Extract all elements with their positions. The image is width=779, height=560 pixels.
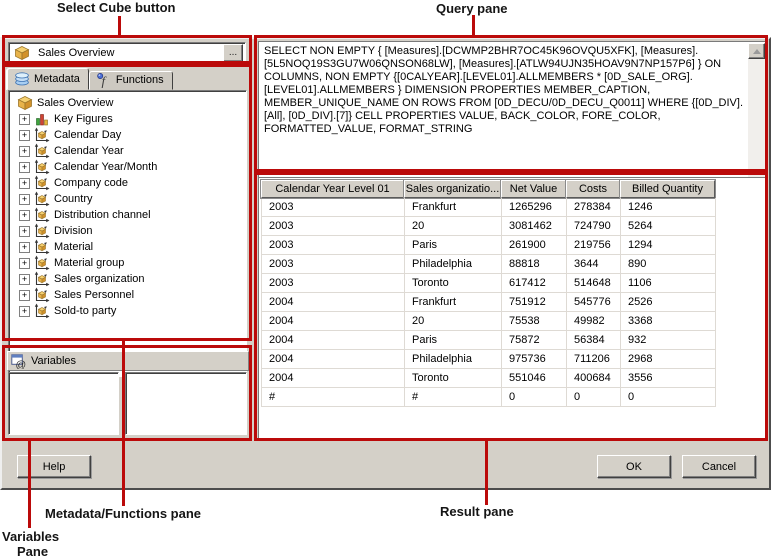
annotation-line-variables-pane	[28, 441, 31, 528]
table-cell: Frankfurt	[405, 293, 502, 312]
annotation-variables-pane-line2: Pane	[17, 544, 49, 559]
table-row[interactable]	[261, 198, 716, 217]
variables-values-list[interactable]	[125, 372, 247, 435]
result-pane	[258, 177, 767, 441]
table-cell: 2003	[262, 217, 405, 236]
cancel-button[interactable]: Cancel	[682, 455, 756, 478]
table-cell: 551046	[502, 369, 567, 388]
table-cell: 0	[621, 388, 716, 407]
tab-functions-label: Functions	[115, 74, 164, 86]
expand-plus-icon[interactable]	[19, 194, 30, 205]
table-cell: 2004	[262, 331, 405, 350]
table-cell: Philadelphia	[405, 350, 502, 369]
table-cell: 219756	[567, 236, 621, 255]
query-designer-dialog	[0, 37, 771, 490]
variables-title: Variables	[31, 355, 77, 367]
expand-plus-icon[interactable]	[19, 162, 30, 173]
tab-metadata[interactable]	[7, 68, 89, 90]
table-cell: 932	[621, 331, 716, 350]
tree-item-key-figures[interactable]	[9, 111, 246, 127]
table-cell: 75538	[502, 312, 567, 331]
expand-plus-icon[interactable]	[19, 258, 30, 269]
column-header[interactable]: Costs	[566, 180, 620, 198]
dimension-icon	[34, 207, 50, 223]
table-row[interactable]	[261, 331, 716, 350]
table-cell: 711206	[567, 350, 621, 369]
metadata-tree-panel[interactable]	[8, 90, 247, 377]
tree-item-distribution-channel[interactable]	[9, 207, 246, 223]
table-cell: 514648	[567, 274, 621, 293]
cube-icon	[14, 45, 30, 61]
table-cell: 2004	[262, 350, 405, 369]
table-cell: 545776	[567, 293, 621, 312]
table-row[interactable]	[261, 369, 716, 388]
table-row[interactable]	[261, 274, 716, 293]
expand-plus-icon[interactable]	[19, 274, 30, 285]
svg-text:f: f	[101, 73, 105, 88]
table-cell: 20	[405, 312, 502, 331]
help-button[interactable]: Help	[17, 455, 91, 478]
expand-plus-icon[interactable]	[19, 290, 30, 301]
table-cell: Paris	[405, 236, 502, 255]
table-cell: 1265296	[502, 198, 567, 217]
table-cell: 3644	[567, 255, 621, 274]
table-cell: 49982	[567, 312, 621, 331]
table-cell: 2004	[262, 369, 405, 388]
tree-item-label: Sales organization	[54, 273, 145, 285]
annotation-line-metadata-pane	[122, 338, 125, 506]
table-cell: Paris	[405, 331, 502, 350]
table-cell: 2004	[262, 312, 405, 331]
expand-plus-icon[interactable]	[19, 306, 30, 317]
cube-icon	[17, 95, 33, 111]
table-cell: 890	[621, 255, 716, 274]
tree-item-calendar-day[interactable]	[9, 127, 246, 143]
table-cell: 2003	[262, 198, 405, 217]
tree-item-label: Sales Personnel	[54, 289, 135, 301]
expand-plus-icon[interactable]	[19, 146, 30, 157]
table-cell: 2003	[262, 236, 405, 255]
cube-selector-value: Sales Overview	[38, 47, 115, 59]
table-row[interactable]	[261, 312, 716, 331]
dimension-icon	[34, 239, 50, 255]
table-row[interactable]	[261, 293, 716, 312]
tree-item-sold-to-party[interactable]	[9, 303, 246, 319]
table-cell: Toronto	[405, 274, 502, 293]
cube-selector-field[interactable]	[8, 42, 246, 64]
expand-plus-icon[interactable]	[19, 130, 30, 141]
dimension-icon	[34, 191, 50, 207]
tree-item-label: Calendar Day	[54, 129, 122, 141]
table-row[interactable]	[261, 388, 716, 407]
table-row[interactable]	[261, 217, 716, 236]
table-cell: 2004	[262, 293, 405, 312]
dimension-icon	[34, 159, 50, 175]
table-row[interactable]	[261, 255, 716, 274]
tree-item-company-code[interactable]	[9, 175, 246, 191]
annotation-query-pane: Query pane	[436, 1, 508, 16]
dimension-icon	[34, 271, 50, 287]
tree-item-label: Division	[54, 225, 93, 237]
table-cell: #	[405, 388, 502, 407]
tree-item-material-group[interactable]	[9, 255, 246, 271]
functions-icon	[96, 72, 112, 88]
table-cell: 975736	[502, 350, 567, 369]
scroll-up-button[interactable]	[748, 43, 765, 59]
tree-item-label: Calendar Year	[54, 145, 124, 157]
tab-metadata-label: Metadata	[34, 72, 80, 85]
table-cell: Toronto	[405, 369, 502, 388]
chart-icon	[34, 111, 50, 127]
metadata-icon	[14, 71, 30, 87]
expand-plus-icon[interactable]	[19, 114, 30, 125]
ok-button[interactable]: OK	[597, 455, 671, 478]
table-cell: 0	[567, 388, 621, 407]
annotation-metadata-functions-pane: Metadata/Functions pane	[45, 506, 202, 521]
table-cell: 261900	[502, 236, 567, 255]
column-header[interactable]: Billed Quantity	[620, 180, 715, 198]
table-cell: 1106	[621, 274, 716, 293]
variables-list[interactable]	[8, 372, 119, 435]
table-cell: 1246	[621, 198, 716, 217]
annotation-select-cube-button: Select Cube button	[57, 0, 176, 15]
table-cell: 5264	[621, 217, 716, 236]
tree-item-label: Material	[54, 241, 94, 253]
expand-plus-icon[interactable]	[19, 178, 30, 189]
table-cell: 3556	[621, 369, 716, 388]
table-cell: 2968	[621, 350, 716, 369]
tree-item-calendar-year[interactable]	[9, 143, 246, 159]
table-cell: 2526	[621, 293, 716, 312]
table-cell: 2003	[262, 274, 405, 293]
dimension-icon	[34, 303, 50, 319]
table-cell: 751912	[502, 293, 567, 312]
tree-item-label: Country	[54, 193, 93, 205]
column-header[interactable]: Net Value	[501, 180, 566, 198]
result-table-header-row	[261, 180, 716, 198]
table-cell: 75872	[502, 331, 567, 350]
annotation-variables-pane-line1: Variables	[2, 529, 60, 544]
table-cell: 3368	[621, 312, 716, 331]
tree-item-calendar-year-month[interactable]	[9, 159, 246, 175]
table-cell: Philadelphia	[405, 255, 502, 274]
tree-item-label: Material group	[54, 257, 125, 269]
tree-item-material[interactable]	[9, 239, 246, 255]
tree-item-sales-overview[interactable]	[9, 95, 246, 111]
svg-text:@: @	[15, 359, 27, 369]
table-cell: #	[262, 388, 405, 407]
variables-pane-header	[7, 351, 249, 371]
table-row[interactable]	[261, 236, 716, 255]
arrow-up-icon	[753, 49, 761, 54]
tree-item-label: Company code	[54, 177, 128, 189]
expand-plus-icon[interactable]	[19, 210, 30, 221]
table-cell: 400684	[567, 369, 621, 388]
dimension-icon	[34, 175, 50, 191]
dimension-icon	[34, 143, 50, 159]
table-cell: 1294	[621, 236, 716, 255]
dimension-icon	[34, 127, 50, 143]
dimension-icon	[34, 223, 50, 239]
tree-item-division[interactable]	[9, 223, 246, 239]
tree-item-label: Sold-to party	[54, 305, 117, 317]
table-cell: 278384	[567, 198, 621, 217]
metadata-functions-tabstrip	[7, 68, 173, 90]
tab-functions[interactable]	[89, 71, 173, 90]
expand-plus-icon[interactable]	[19, 226, 30, 237]
tree-item-label: Sales Overview	[37, 97, 114, 109]
table-cell: 617412	[502, 274, 567, 293]
table-cell: 0	[502, 388, 567, 407]
table-cell: 88818	[502, 255, 567, 274]
query-text: SELECT NON EMPTY { [Measures].[DCWMP2BHR7OC45K96OVQU5XFK], [Measures].[5L5NOQ19S3GU7W06QNSON68LW], [Measures].[ATLW94UJN35HOAV9N7NP157P6] } ON COLUMNS, NON EMPTY {[0CALYEAR].[LEVEL01].ALLMEMBERS * [0D_SALE_ORG].[LEVEL01].ALLMEMBERS } DIMENSION PROPERTIES MEMBER_CAPTION, MEMBER_UNIQUE_NAME ON ROWS FROM [0D_DECU/0D_DECU_Q0011] WHERE {[0D_DIV].[All], [0D_DIV].[7]} CELL PROPERTIES VALUE, BACK_COLOR, FORE_COLOR, FORMATTED_VALUE, FORMAT_STRING	[264, 45, 744, 135]
table-cell: 724790	[567, 217, 621, 236]
select-cube-button[interactable]: ...	[223, 44, 243, 62]
tree-item-label: Distribution channel	[54, 209, 151, 221]
annotation-result-pane: Result pane	[440, 504, 514, 519]
tree-item-sales-organization[interactable]	[9, 271, 246, 287]
table-cell: 2003	[262, 255, 405, 274]
column-header[interactable]: Sales organizatio...	[404, 180, 501, 198]
annotation-line-query-pane	[472, 15, 475, 36]
annotation-line-result-pane	[485, 441, 488, 505]
dimension-icon	[34, 255, 50, 271]
table-row[interactable]	[261, 350, 716, 369]
table-cell: 3081462	[502, 217, 567, 236]
result-table	[261, 180, 716, 407]
variables-icon	[11, 353, 27, 369]
table-cell: 56384	[567, 331, 621, 350]
table-cell: Frankfurt	[405, 198, 502, 217]
tree-item-label: Key Figures	[54, 113, 113, 125]
tree-item-sales-personnel[interactable]	[9, 287, 246, 303]
dimension-icon	[34, 287, 50, 303]
tree-item-country[interactable]	[9, 191, 246, 207]
annotation-line-select-cube	[118, 16, 121, 36]
tree-item-label: Calendar Year/Month	[54, 161, 158, 173]
expand-plus-icon[interactable]	[19, 242, 30, 253]
column-header[interactable]: Calendar Year Level 01	[261, 180, 404, 198]
table-cell: 20	[405, 217, 502, 236]
